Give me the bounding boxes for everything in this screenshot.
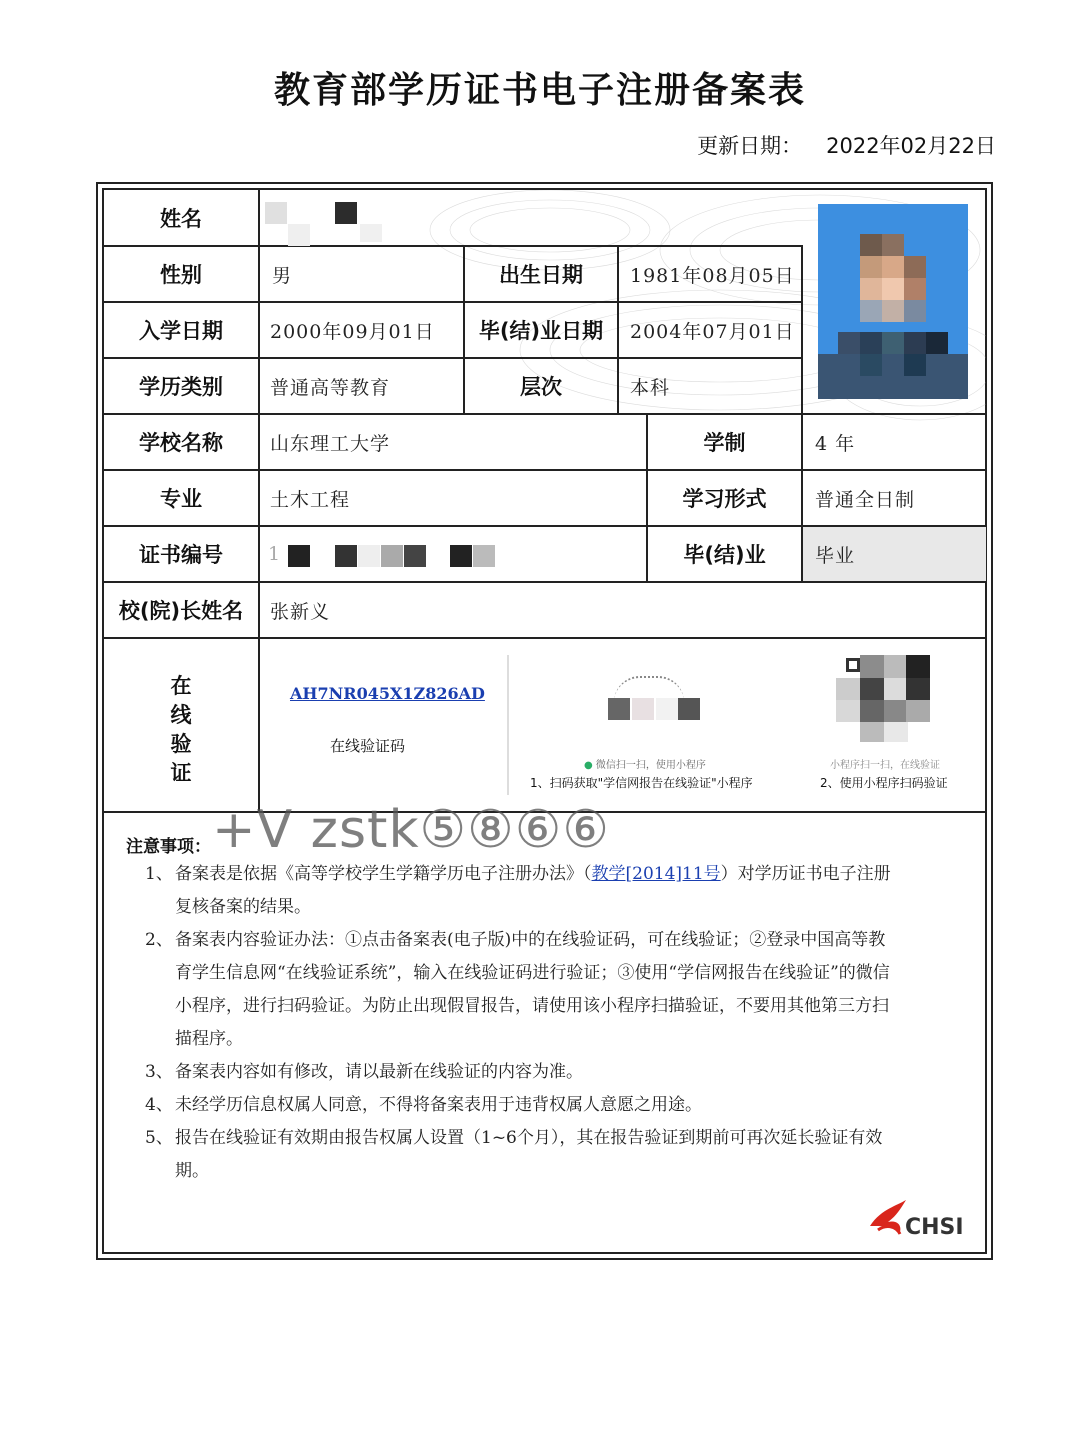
enroll-date-value: 2000年09月01日	[270, 320, 435, 343]
note-number: 2、	[145, 930, 173, 950]
notes-title: 注意事项：	[126, 837, 211, 857]
gender-label: 性别	[160, 263, 202, 287]
education-type-label: 学历类别	[139, 375, 223, 399]
study-form-value: 普通全日制	[815, 488, 916, 511]
verify-code-link[interactable]: AH7NR045X1Z826AD	[290, 684, 485, 703]
president-label: 校(院)长姓名	[118, 599, 244, 623]
major-label: 专业	[160, 487, 202, 511]
major-value: 土木工程	[270, 488, 351, 511]
birth-date-value: 1981年08月05日	[630, 264, 795, 287]
certificate-number-label: 证书编号	[139, 543, 223, 567]
graduation-date-value: 2004年07月01日	[630, 320, 795, 343]
col-divider	[617, 245, 619, 415]
qr2-small-caption: 小程序扫一扫，在线验证	[830, 760, 940, 771]
note-text: 备案表内容验证办法：①点击备案表(电子版)中的在线验证码，可在线验证；②登录中国高等教育学生信息网“在线验证系统”，输入在线验证码进行验证；③使用“学信网报告在线验证”的微信小程序，进行扫码验证。为防止出现假冒报告，请使用该小程序扫描验证，不要用其他第三方扫描程序。	[175, 930, 890, 1049]
verify-label-char: 线	[170, 702, 192, 727]
qr1-small-caption: 微信扫一扫，使用小程序	[595, 760, 706, 771]
online-verify-label	[104, 670, 258, 786]
note-text: 备案表是依据《高等学校学生学籍学历电子注册办法》（	[175, 864, 592, 884]
study-form-label: 学习形式	[682, 487, 767, 511]
watermark-text: +V zstk⑤⑧⑥⑥	[212, 800, 611, 860]
note-item	[145, 858, 905, 924]
note-item	[145, 924, 905, 1056]
duration-value: 4 年	[815, 432, 856, 455]
birth-date-label: 出生日期	[499, 263, 583, 287]
note-item	[145, 1056, 905, 1089]
note-item	[145, 1122, 905, 1188]
enroll-date-label: 入学日期	[139, 319, 223, 343]
president-value: 张新义	[270, 600, 331, 623]
graduation-status-value: 毕业	[815, 544, 856, 567]
level-value: 本科	[630, 376, 671, 399]
school-label: 学校名称	[139, 431, 223, 455]
update-date	[697, 130, 996, 160]
regulation-link[interactable]: 教学[2014]11号	[591, 864, 721, 884]
level-label: 层次	[520, 375, 562, 399]
qr1-wechat-caption	[584, 756, 706, 771]
graduation-status-label: 毕(结)业	[683, 543, 766, 567]
note-item	[145, 1089, 905, 1122]
qr2-caption: 2、使用小程序扫码验证	[820, 776, 948, 790]
verify-separator	[507, 655, 509, 795]
wechat-icon: ●	[584, 760, 593, 771]
verify-label-char: 验	[170, 731, 192, 756]
col-divider	[801, 245, 803, 415]
verify-label-char: 在	[170, 673, 192, 698]
note-text: 未经学历信息权属人同意，不得将备案表用于违背权属人意愿之用途。	[175, 1095, 702, 1115]
chsi-logo-text: CHSI	[905, 1215, 964, 1240]
note-number: 5、	[145, 1128, 173, 1148]
update-label: 更新日期：	[697, 134, 803, 158]
duration-label: 学制	[703, 431, 746, 455]
note-text: ）对学历证书电子注册复核备案的结果。	[175, 864, 891, 917]
note-text: 报告在线验证有效期由报告权属人设置（1~6个月），其在报告验证到期前可再次延长验证有效期。	[175, 1128, 883, 1181]
certificate-number-prefix: 1	[268, 543, 282, 565]
document-title: 教育部学历证书电子注册备案表	[273, 70, 806, 111]
education-type-value: 普通高等教育	[270, 376, 391, 399]
note-number: 1、	[145, 864, 173, 884]
student-photo	[818, 204, 968, 399]
note-number: 4、	[145, 1095, 173, 1115]
graduation-date-label: 毕(结)业日期	[478, 319, 604, 343]
row-divider	[104, 637, 986, 639]
note-text: 备案表内容如有修改，请以最新在线验证的内容为准。	[175, 1062, 583, 1082]
note-number: 3、	[145, 1062, 173, 1082]
school-value: 山东理工大学	[270, 432, 391, 455]
gender-value: 男	[272, 264, 293, 287]
col-divider	[258, 189, 260, 812]
verify-code-caption: 在线验证码	[330, 737, 406, 755]
qr1-caption: 1、扫码获取"学信网报告在线验证"小程序	[530, 776, 753, 790]
update-value: 2022年02月22日	[826, 134, 996, 158]
verify-label-char: 证	[170, 760, 192, 785]
name-label: 姓名	[160, 206, 202, 231]
